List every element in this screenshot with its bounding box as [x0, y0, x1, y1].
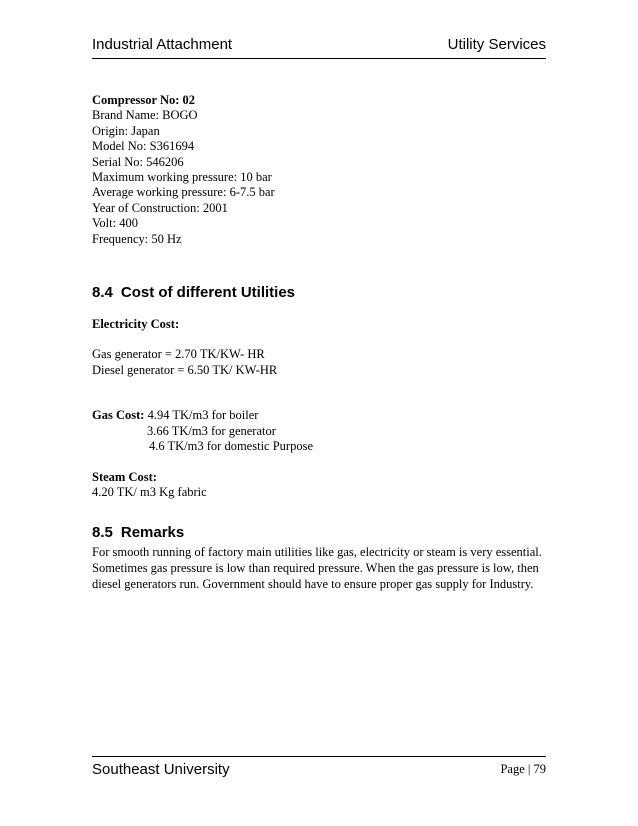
compressor-volt: Volt: 400	[92, 216, 138, 231]
gas-cost-domestic: 4.6 TK/m3 for domestic Purpose	[149, 439, 313, 454]
electricity-cost-label: Electricity Cost:	[92, 317, 180, 332]
cost-section-number: 8.4	[92, 284, 113, 302]
compressor-block	[92, 93, 552, 247]
remarks-line-3: diesel generators run. Government should have to ensure proper gas supply for Industry.	[92, 576, 534, 591]
compressor-year: Year of Construction: 2001	[92, 200, 228, 215]
page-header	[92, 36, 546, 59]
remarks-section-number: 8.5	[92, 524, 113, 542]
steam-cost-block	[92, 470, 552, 501]
compressor-frequency: Frequency: 50 Hz	[92, 231, 182, 246]
remarks-line-2: Sometimes gas pressure is low than required pressure. When the gas pressure is low, then	[92, 560, 539, 575]
compressor-title: Compressor No: 02	[92, 93, 196, 107]
compressor-serial: Serial No: 546206	[92, 154, 184, 169]
page-body	[92, 93, 552, 592]
page-number: Page | 79	[500, 762, 546, 776]
steam-cost-label: Steam Cost:	[92, 469, 157, 484]
gas-generator-cost: Gas generator = 2.70 TK/KW- HR	[92, 347, 265, 362]
header-title: Industrial Attachment	[92, 36, 233, 53]
compressor-max-pressure: Maximum working pressure: 10 bar	[92, 170, 272, 185]
header-section: Utility Services	[447, 36, 546, 53]
steam-cost-value: 4.20 TK/ m3 Kg fabric	[92, 484, 207, 499]
remarks-paragraph	[92, 545, 552, 592]
cost-section-title: Cost of different Utilities	[120, 284, 296, 302]
electricity-cost-block	[92, 317, 552, 378]
compressor-origin: Origin: Japan	[92, 123, 160, 138]
cost-section-heading	[92, 284, 552, 302]
gas-cost-generator: 3.66 TK/m3 for generator	[147, 423, 276, 438]
diesel-generator-cost: Diesel generator = 6.50 TK/ KW-HR	[92, 362, 278, 377]
remarks-section-title: Remarks	[120, 524, 185, 542]
compressor-brand: Brand Name: BOGO	[92, 108, 198, 123]
gas-cost-block	[92, 408, 552, 454]
compressor-model: Model No: S361694	[92, 139, 195, 154]
remarks-line-1: For smooth running of factory main utilities like gas, electricity or steam is very essential.	[92, 545, 542, 560]
gas-cost-label: Gas Cost:	[92, 408, 145, 423]
footer-institution: Southeast University	[92, 761, 230, 778]
page-footer	[92, 756, 546, 781]
compressor-avg-pressure: Average working pressure: 6-7.5 bar	[92, 185, 275, 200]
gas-cost-boiler: 4.94 TK/m3 for boiler	[144, 408, 259, 423]
remarks-section-heading	[92, 524, 552, 542]
